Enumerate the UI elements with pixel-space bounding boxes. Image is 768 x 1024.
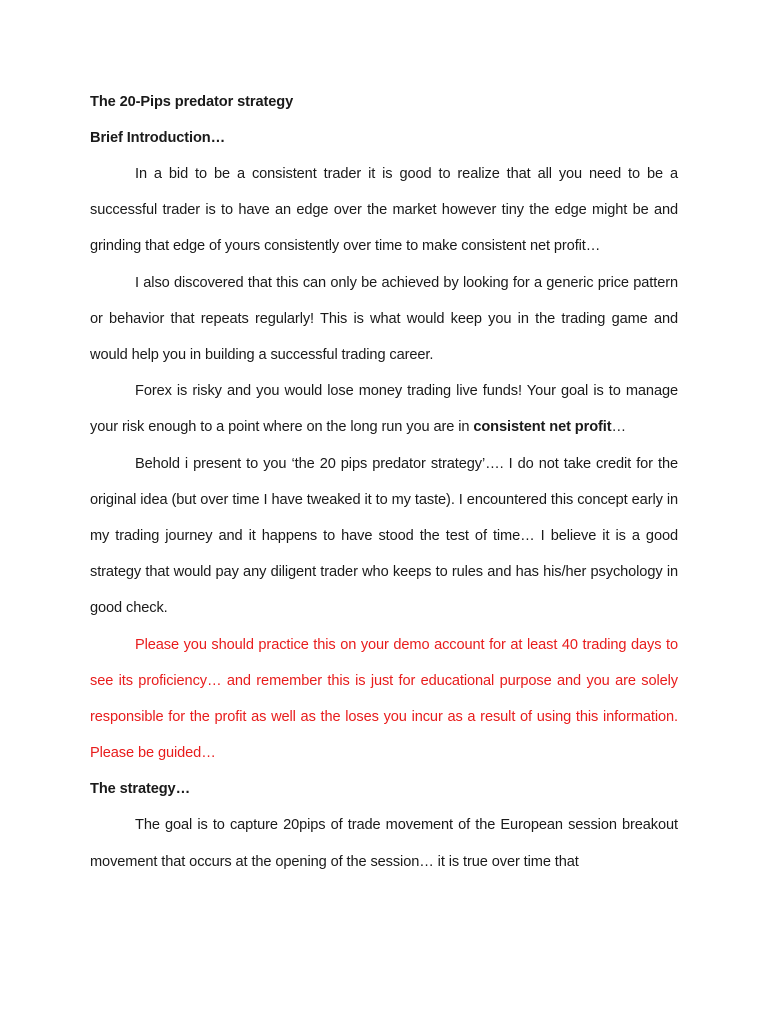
strategy-heading: The strategy… xyxy=(90,781,191,798)
paragraph-behold-strategy: Behold i present to you ‘the 20 pips predator strategy’…. I do not take credit for the original idea (but over time I have tweaked it to my taste). I encountered this concept early in my trading journey and it happens to have stood the test of time… I believe it is a good strategy that would pay any diligent trader who keeps to rules and has his/her psychology in good check. xyxy=(90,455,678,617)
paragraph-strategy-goal: The goal is to capture 20pips of trade movement of the European session breakout movement that occurs at the opening of the session… it is true over time that xyxy=(90,817,678,870)
intro-heading: Brief Introduction… xyxy=(90,130,226,146)
forex-risk-text: Forex is risky and you would lose money trading live funds! Your goal is to manage your risk enough to a point where on the long run you are in xyxy=(90,383,678,436)
paragraph-generic-pattern: I also discovered that this can only be achieved by looking for a generic price pattern or behavior that repeats regularly! This is what would keep you in the trading game and would help you in building a successful trading career. xyxy=(90,274,678,364)
forex-risk-ellipsis: … xyxy=(611,419,626,436)
paragraph-consistent-trader: In a bid to be a consistent trader it is good to realize that all you need to be a successful trader is to have an edge over the market however tiny the edge might be and grinding that edge of yours consistently over time to make consistent net profit… xyxy=(90,166,678,255)
paragraph-demo-warning: Please you should practice this on your demo account for at least 40 trading days to see its proficiency… and remember this is just for educational purpose and you are solely responsible for the profit as well as the loses you incur as a result of using this information. Please be guided… xyxy=(90,636,678,762)
consistent-net-profit-emphasis: consistent net profit xyxy=(473,419,612,436)
document-title: The 20-Pips predator strategy xyxy=(90,94,294,110)
paragraph-forex-risk xyxy=(90,373,678,445)
document-page xyxy=(90,84,678,880)
